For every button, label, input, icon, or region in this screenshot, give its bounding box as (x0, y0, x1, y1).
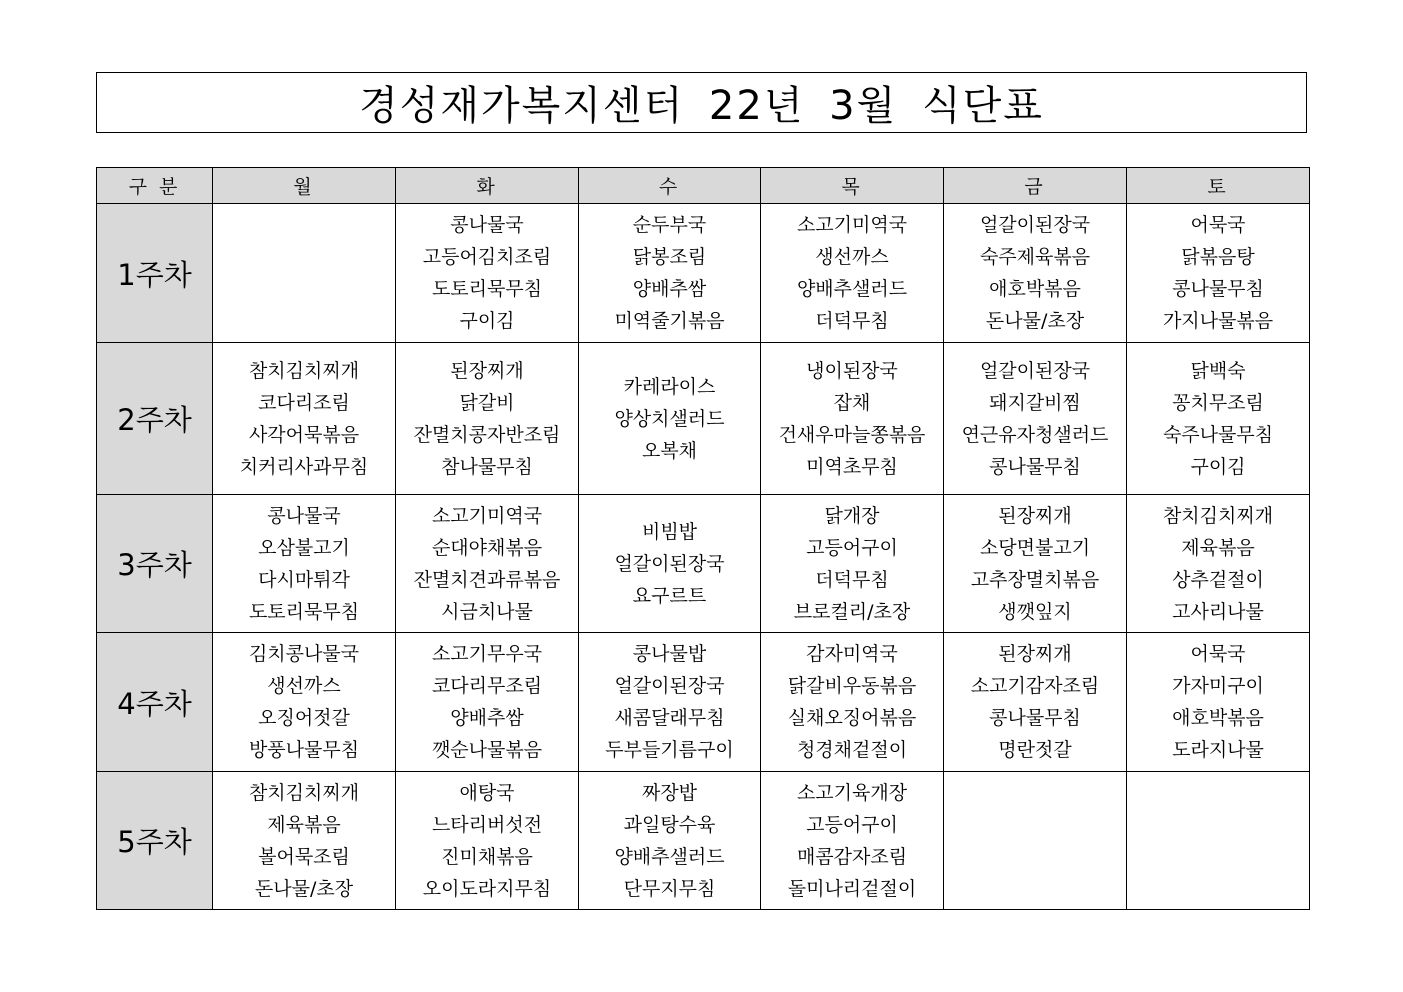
menu-cell-thu (761, 495, 944, 633)
menu-cell-fri (944, 495, 1127, 633)
menu-cell-wed (579, 204, 761, 343)
header-day-fri: 금 (944, 168, 1127, 204)
menu-item: 깻순나물볶음 (431, 739, 543, 761)
menu-item: 더덕무침 (815, 568, 889, 591)
menu-item: 닭개장 (824, 504, 880, 527)
menu-item: 치커리사과무침 (239, 455, 369, 478)
menu-cell-wed (579, 633, 761, 772)
menu-item: 비빔밥 (641, 520, 698, 543)
menu-item: 과일탕수육 (623, 813, 716, 836)
menu-item: 실채오징어볶음 (787, 707, 917, 729)
menu-cell-fri (944, 772, 1127, 910)
menu-item: 돼지갈비찜 (989, 391, 1081, 414)
menu-item: 도토리묵무침 (431, 278, 543, 300)
menu-item: 단무지무침 (623, 877, 716, 900)
menu-item: 청경채겉절이 (796, 739, 908, 761)
menu-item: 오이도라지무침 (422, 877, 552, 900)
menu-cell-tue (396, 633, 579, 772)
menu-item: 소고기감자조림 (970, 675, 1100, 697)
menu-item: 얼갈이된장국 (614, 552, 725, 575)
menu-item: 참치김치찌개 (248, 781, 360, 804)
menu-item: 양상치샐러드 (614, 407, 725, 430)
menu-cell-mon (213, 772, 396, 910)
menu-item: 양배추샐러드 (614, 845, 725, 868)
menu-item: 오징어젓갈 (258, 707, 350, 729)
menu-item: 고추장멸치볶음 (970, 568, 1100, 591)
header-day-mon: 월 (213, 168, 396, 204)
menu-item: 돈나물/초장 (254, 877, 354, 900)
menu-item: 숙주제육볶음 (979, 246, 1091, 268)
menu-item: 고사리나물 (1172, 600, 1264, 623)
menu-cell-thu (761, 343, 944, 495)
week-label: 4주차 (97, 633, 213, 772)
menu-item: 콩나물밥 (632, 643, 707, 665)
menu-item: 닭봉조림 (632, 246, 707, 268)
menu-item: 닭볶음탕 (1181, 246, 1255, 268)
menu-item: 생깻잎지 (998, 600, 1072, 623)
menu-item: 짜장밥 (641, 781, 698, 804)
menu-item: 생선까스 (267, 675, 341, 697)
menu-item: 소당면불고기 (979, 536, 1091, 559)
menu-item: 미역줄기볶음 (614, 310, 725, 332)
menu-cell-mon (213, 343, 396, 495)
header-day-sat: 토 (1127, 168, 1310, 204)
menu-cell-sat (1127, 495, 1310, 633)
menu-item: 닭백숙 (1190, 359, 1246, 382)
menu-item: 얼갈이된장국 (979, 214, 1091, 236)
menu-item: 방풍나물무침 (248, 739, 360, 761)
table-row (97, 495, 1310, 633)
menu-cell-sat (1127, 633, 1310, 772)
menu-item: 오복채 (641, 439, 698, 462)
menu-cell-fri (944, 204, 1127, 343)
menu-item: 돈나물/초장 (985, 310, 1085, 332)
menu-item: 연근유자청샐러드 (961, 423, 1109, 446)
menu-item: 가자미구이 (1172, 675, 1264, 697)
menu-item: 요구르트 (632, 584, 707, 607)
week-label: 3주차 (97, 495, 213, 633)
menu-cell-sat (1127, 343, 1310, 495)
menu-item: 상추겉절이 (1172, 568, 1264, 591)
menu-item: 소고기육개장 (796, 781, 908, 804)
menu-cell-tue (396, 495, 579, 633)
header-day-wed: 수 (579, 168, 761, 204)
menu-item: 된장찌개 (998, 643, 1072, 665)
menu-item: 얼갈이된장국 (979, 359, 1091, 382)
menu-item: 양배추샐러드 (796, 278, 908, 300)
menu-item: 닭갈비 (459, 391, 515, 414)
table-row (97, 343, 1310, 495)
menu-item: 고등어김치조림 (422, 246, 552, 268)
menu-item: 더덕무침 (815, 310, 889, 332)
table-row (97, 633, 1310, 772)
menu-item: 시금치나물 (441, 600, 533, 623)
menu-cell-wed (579, 343, 761, 495)
menu-item: 콩나물국 (267, 504, 341, 527)
header-day-thu: 목 (761, 168, 944, 204)
menu-item: 새콤달래무침 (614, 707, 725, 729)
table-row (97, 772, 1310, 910)
menu-cell-sat (1127, 772, 1310, 910)
menu-item: 참나물무침 (441, 455, 533, 478)
menu-item: 미역초무침 (806, 455, 898, 478)
menu-cell-thu (761, 204, 944, 343)
menu-cell-fri (944, 343, 1127, 495)
menu-item: 닭갈비우동볶음 (787, 675, 917, 697)
menu-item: 콩나물무침 (989, 707, 1081, 729)
menu-cell-tue (396, 343, 579, 495)
menu-item: 소고기미역국 (431, 504, 543, 527)
menu-item: 꽁치무조림 (1172, 391, 1264, 414)
menu-item: 오삼불고기 (258, 536, 350, 559)
menu-item: 애호박볶음 (1172, 707, 1264, 729)
menu-item: 건새우마늘쫑볶음 (778, 423, 926, 446)
menu-item: 잔멸치콩자반조림 (413, 423, 561, 446)
menu-item: 콩나물무침 (989, 455, 1081, 478)
week-label: 2주차 (97, 343, 213, 495)
menu-item: 애호박볶음 (989, 278, 1081, 300)
menu-item: 양배추쌈 (450, 707, 524, 729)
header-day-tue: 화 (396, 168, 579, 204)
menu-item: 된장찌개 (998, 504, 1072, 527)
menu-item: 제육볶음 (1181, 536, 1255, 559)
menu-item: 고등어구이 (806, 813, 898, 836)
header-row (97, 168, 1310, 204)
page-title: 경성재가복지센터 22년 3월 식단표 (96, 72, 1307, 133)
menu-item: 참치김치찌개 (248, 359, 360, 382)
menu-item: 진미채볶음 (441, 845, 533, 868)
week-label: 1주차 (97, 204, 213, 343)
menu-item: 어묵국 (1190, 643, 1246, 665)
menu-item: 잔멸치견과류볶음 (413, 568, 561, 591)
menu-item: 구이김 (459, 310, 515, 332)
menu-item: 소고기미역국 (796, 214, 908, 236)
menu-cell-mon (213, 633, 396, 772)
menu-cell-wed (579, 495, 761, 633)
menu-item: 감자미역국 (806, 643, 898, 665)
table-row (97, 204, 1310, 343)
menu-item: 코다리조림 (258, 391, 350, 414)
menu-item: 매콤감자조림 (796, 845, 908, 868)
menu-cell-wed (579, 772, 761, 910)
menu-cell-fri (944, 633, 1127, 772)
menu-item: 잡채 (833, 391, 871, 414)
menu-item: 명란젓갈 (998, 739, 1072, 761)
menu-item: 얼갈이된장국 (614, 675, 725, 697)
menu-cell-mon (213, 495, 396, 633)
menu-item: 도라지나물 (1172, 739, 1264, 761)
menu-item: 코다리무조림 (431, 675, 543, 697)
menu-item: 참치김치찌개 (1162, 504, 1274, 527)
menu-cell-mon (213, 204, 396, 343)
menu-item: 순두부국 (632, 214, 707, 236)
menu-item: 애탕국 (459, 781, 515, 804)
menu-item: 구이김 (1190, 455, 1246, 478)
menu-item: 김치콩나물국 (248, 643, 360, 665)
menu-cell-thu (761, 772, 944, 910)
menu-item: 콩나물무침 (1172, 278, 1264, 300)
menu-cell-tue (396, 772, 579, 910)
menu-item: 도토리묵무침 (248, 600, 360, 623)
menu-item: 된장찌개 (450, 359, 524, 382)
menu-cell-sat (1127, 204, 1310, 343)
menu-cell-tue (396, 204, 579, 343)
menu-item: 순대야채볶음 (431, 536, 543, 559)
menu-item: 소고기무우국 (431, 643, 543, 665)
menu-item: 브로컬리/초장 (793, 600, 911, 623)
menu-cell-thu (761, 633, 944, 772)
menu-item: 냉이된장국 (806, 359, 898, 382)
week-label: 5주차 (97, 772, 213, 910)
menu-item: 숙주나물무침 (1162, 423, 1274, 446)
menu-item: 생선까스 (815, 246, 889, 268)
menu-item: 콩나물국 (450, 214, 524, 236)
menu-item: 고등어구이 (806, 536, 898, 559)
menu-item: 카레라이스 (623, 375, 716, 398)
menu-item: 다시마튀각 (258, 568, 350, 591)
menu-item: 볼어묵조림 (258, 845, 350, 868)
header-corner: 구 분 (97, 168, 213, 204)
menu-item: 사각어묵볶음 (248, 423, 360, 446)
menu-item: 제육볶음 (267, 813, 341, 836)
menu-item: 돌미나리겉절이 (787, 877, 917, 900)
menu-item: 두부들기름구이 (605, 739, 734, 761)
menu-item: 양배추쌈 (632, 278, 707, 300)
menu-table (96, 167, 1310, 910)
menu-item: 어묵국 (1190, 214, 1246, 236)
menu-item: 느타리버섯전 (431, 813, 543, 836)
menu-item: 가지나물볶음 (1162, 310, 1274, 332)
